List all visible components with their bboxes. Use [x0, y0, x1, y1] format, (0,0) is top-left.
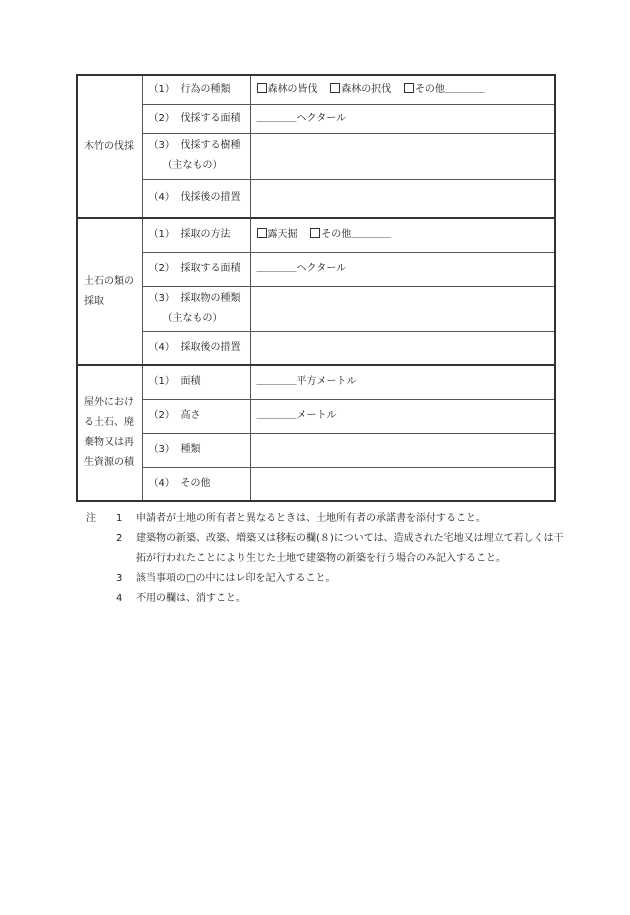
category-outdoor-storage: 屋外におけ る土石、廃 棄物又は再 生資源の積	[77, 365, 142, 501]
storage-height-field[interactable]: ＿＿＿＿メートル	[250, 399, 555, 433]
table-row	[77, 75, 555, 104]
table-row	[77, 365, 555, 399]
item-label: （1） 採取の方法	[142, 218, 250, 252]
item-label: （3） 採取物の種類 （主なもの）	[142, 286, 250, 331]
item-label: （2） 高さ	[142, 399, 250, 433]
material-type-field[interactable]	[250, 286, 555, 331]
checkbox-selective[interactable]: 森林の択伐	[330, 84, 391, 95]
storage-type-field[interactable]	[250, 433, 555, 467]
act-type-options	[250, 75, 555, 104]
extraction-method-options	[250, 218, 555, 252]
table-row	[77, 252, 555, 286]
post-felling-measures-field[interactable]	[250, 179, 555, 218]
checkbox-other[interactable]: その他＿＿＿＿	[310, 229, 391, 240]
item-label: （2） 伐採する面積	[142, 104, 250, 133]
table-row	[77, 286, 555, 331]
note-text: 不用の欄は、消すこと。	[136, 593, 246, 604]
item-label: （1） 行為の種類	[142, 75, 250, 104]
item-label: （4） その他	[142, 467, 250, 501]
item-label: （2） 採取する面積	[142, 252, 250, 286]
item-label: （4） 伐採後の措置	[142, 179, 250, 218]
storage-other-field[interactable]	[250, 467, 555, 501]
notes-mark: 注	[86, 513, 96, 524]
item-label: （3） 種類	[142, 433, 250, 467]
felling-area-field[interactable]: ＿＿＿＿ヘクタール	[250, 104, 555, 133]
note-text: 該当事項の□の中にはレ印を記入すること。	[136, 573, 336, 584]
table-row	[77, 179, 555, 218]
item-label: （1） 面積	[142, 365, 250, 399]
checkbox-clearcut[interactable]: 森林の皆伐	[257, 84, 318, 95]
note-item: 4 不用の欄は、消すこと。	[116, 593, 246, 604]
category-timber: 木竹の伐採	[77, 75, 142, 218]
item-label: （4） 採取後の措置	[142, 331, 250, 365]
note-item: 3 該当事項の□の中にはレ印を記入すること。	[116, 573, 336, 584]
item-label: （3） 伐採する樹種 （主なもの）	[142, 133, 250, 179]
extraction-area-field[interactable]: ＿＿＿＿ヘクタール	[250, 252, 555, 286]
note-item: 注 1 申請者が土地の所有者と異なるときは、土地所有者の承諾書を添付すること。	[86, 509, 566, 529]
category-earth-stone: 土石の類の 採取	[77, 218, 142, 365]
checkbox-open-pit[interactable]: 露天掘	[257, 229, 298, 240]
note-text: 建築物の新築、改築、増築又は移転の欄(８)については、造成された宅地又は埋立て若しくは干拓が行われたことにより生じた土地で建築物の新築を行う場合のみ記入すること。	[136, 533, 564, 564]
storage-area-field[interactable]: ＿＿＿＿平方メートル	[250, 365, 555, 399]
notes	[86, 509, 566, 609]
checkbox-other[interactable]: その他＿＿＿＿	[404, 84, 485, 95]
table-row	[77, 133, 555, 179]
table-row	[77, 399, 555, 433]
table-row	[77, 331, 555, 365]
application-form-table	[76, 74, 556, 502]
note-text: 申請者が土地の所有者と異なるときは、土地所有者の承諾書を添付すること。	[136, 513, 486, 524]
table-row	[77, 104, 555, 133]
table-row	[77, 218, 555, 252]
note-item: 2 建築物の新築、改築、増築又は移転の欄(８)については、造成された宅地又は埋立て若しくは干拓が行われたことにより生じた土地で建築物の新築を行う場合のみ記入すること。	[116, 533, 564, 564]
table-row	[77, 467, 555, 501]
tree-species-field[interactable]	[250, 133, 555, 179]
post-extraction-measures-field[interactable]	[250, 331, 555, 365]
table-row	[77, 433, 555, 467]
